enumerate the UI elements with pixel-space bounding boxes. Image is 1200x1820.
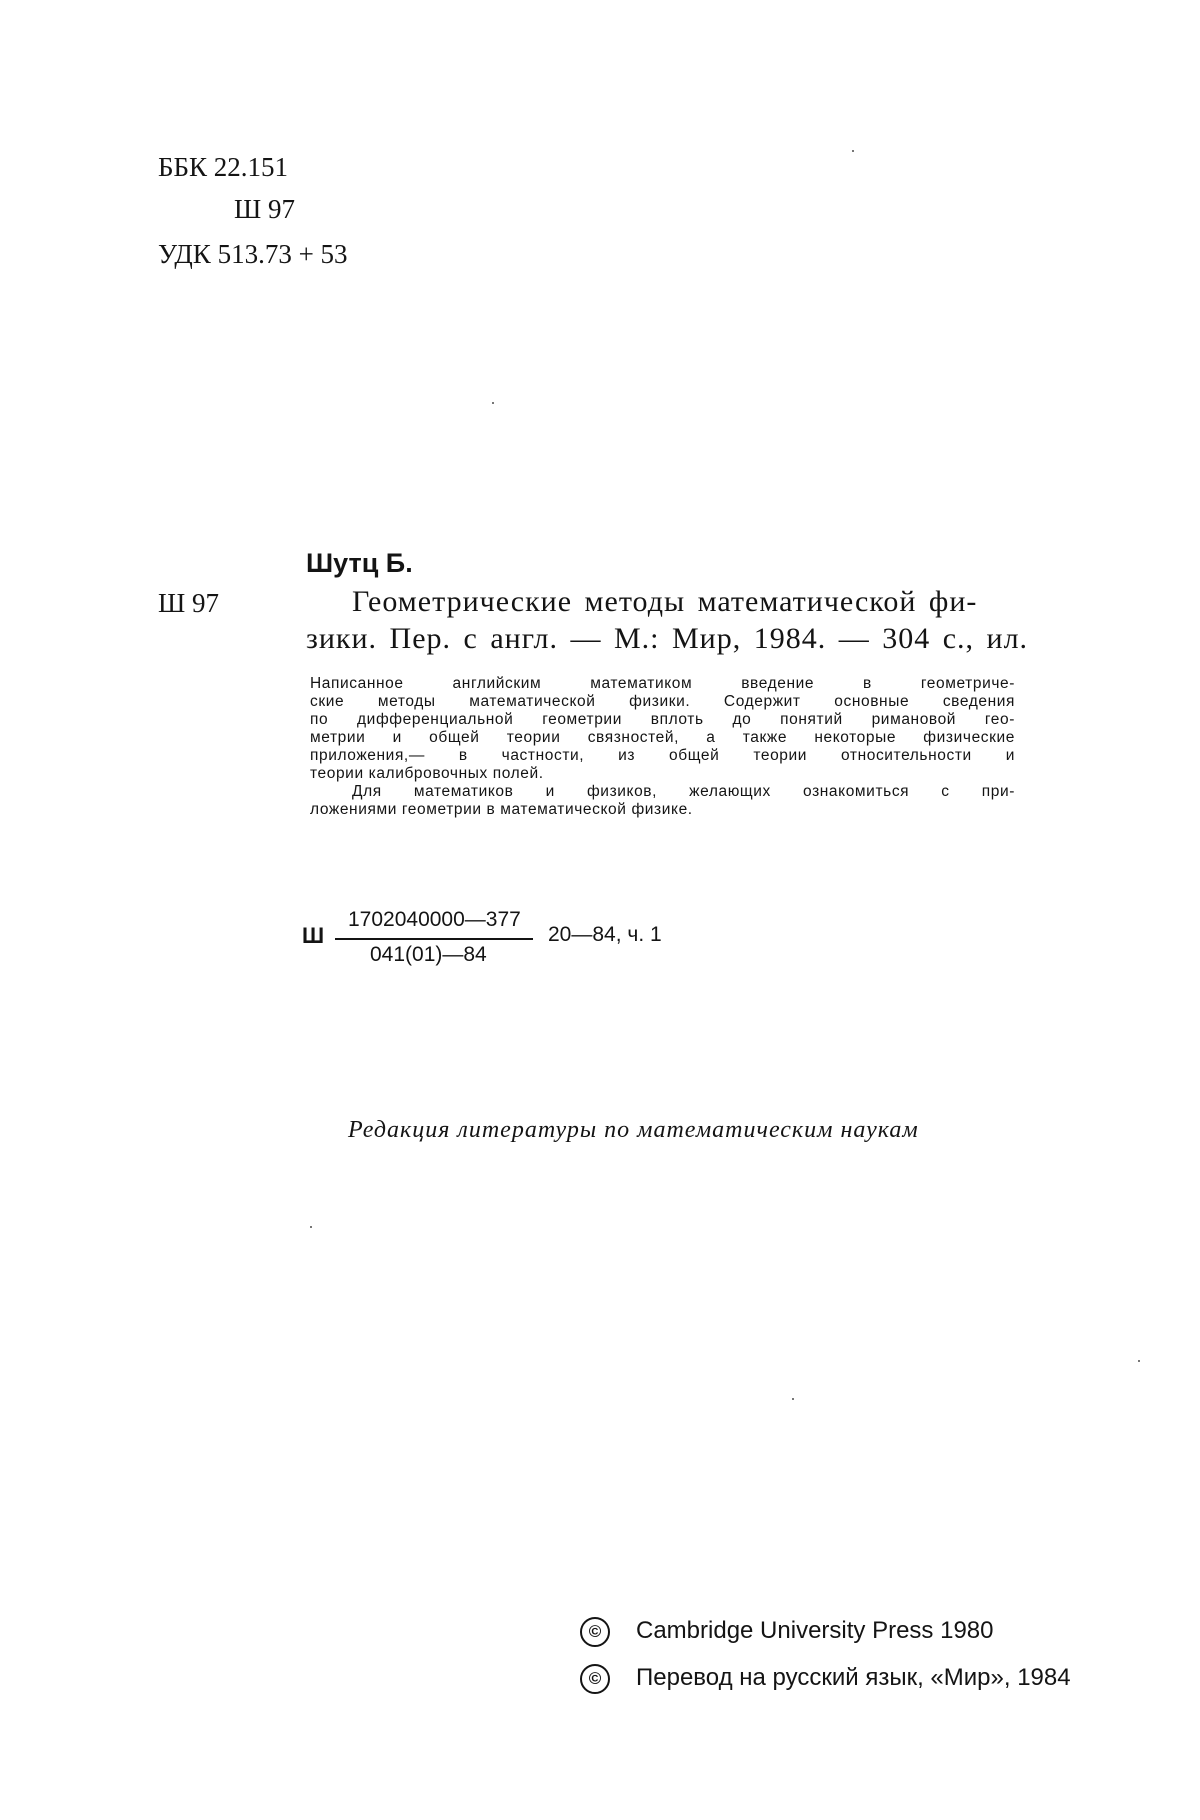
audience-line-1: Для математиков и физиков, желающих ознакомиться с при- — [352, 783, 1015, 800]
scan-speck — [1138, 1360, 1140, 1362]
scan-speck — [310, 1226, 312, 1228]
annotation-line-2: ские методы математической физики. Содержит основные сведения — [310, 693, 1015, 710]
scan-speck — [492, 402, 494, 404]
title-line-2: зики. Пер. с англ. — М.: Мир, 1984. — 304 с., ил. — [306, 622, 1029, 655]
udk-code: УДК 513.73 + 53 — [158, 239, 348, 269]
editorial-office: Редакция литературы по математическим наукам — [348, 1117, 919, 1143]
audience-line-2: ложениями геометрии в математической физике. — [310, 801, 693, 818]
fraction-bar — [335, 938, 533, 940]
code-denominator: 041(01)—84 — [370, 943, 487, 966]
copyright-icon: © — [580, 1664, 610, 1694]
annotation-line-5: приложения,— в частности, из общей теории относительности и — [310, 747, 1015, 764]
annotation-line-1: Написанное английским математиком введение в геометриче- — [310, 675, 1015, 692]
author-code: Ш 97 — [234, 194, 295, 224]
code-letter: Ш — [302, 923, 325, 948]
author-name: Шутц Б. — [306, 548, 413, 578]
bbk-code: ББК 22.151 — [158, 152, 289, 182]
code-numerator: 1702040000—377 — [348, 908, 521, 931]
copyright-translation: Перевод на русский язык, «Мир», 1984 — [636, 1664, 1071, 1691]
annotation-line-4: метрии и общей теории связностей, а также некоторые физические — [310, 729, 1015, 746]
annotation-line-3: по дифференциальной геометрии вплоть до понятий римановой гео- — [310, 711, 1015, 728]
title-line-1: Геометрические методы математической фи- — [352, 585, 978, 618]
scan-speck — [792, 1398, 794, 1400]
scan-speck — [852, 150, 854, 152]
copyright-icon: © — [580, 1617, 610, 1647]
code-tail: 20—84, ч. 1 — [548, 923, 662, 946]
card-index: Ш 97 — [158, 588, 219, 618]
copyright-original: Cambridge University Press 1980 — [636, 1617, 994, 1644]
annotation-line-6: теории калибровочных полей. — [310, 765, 544, 782]
